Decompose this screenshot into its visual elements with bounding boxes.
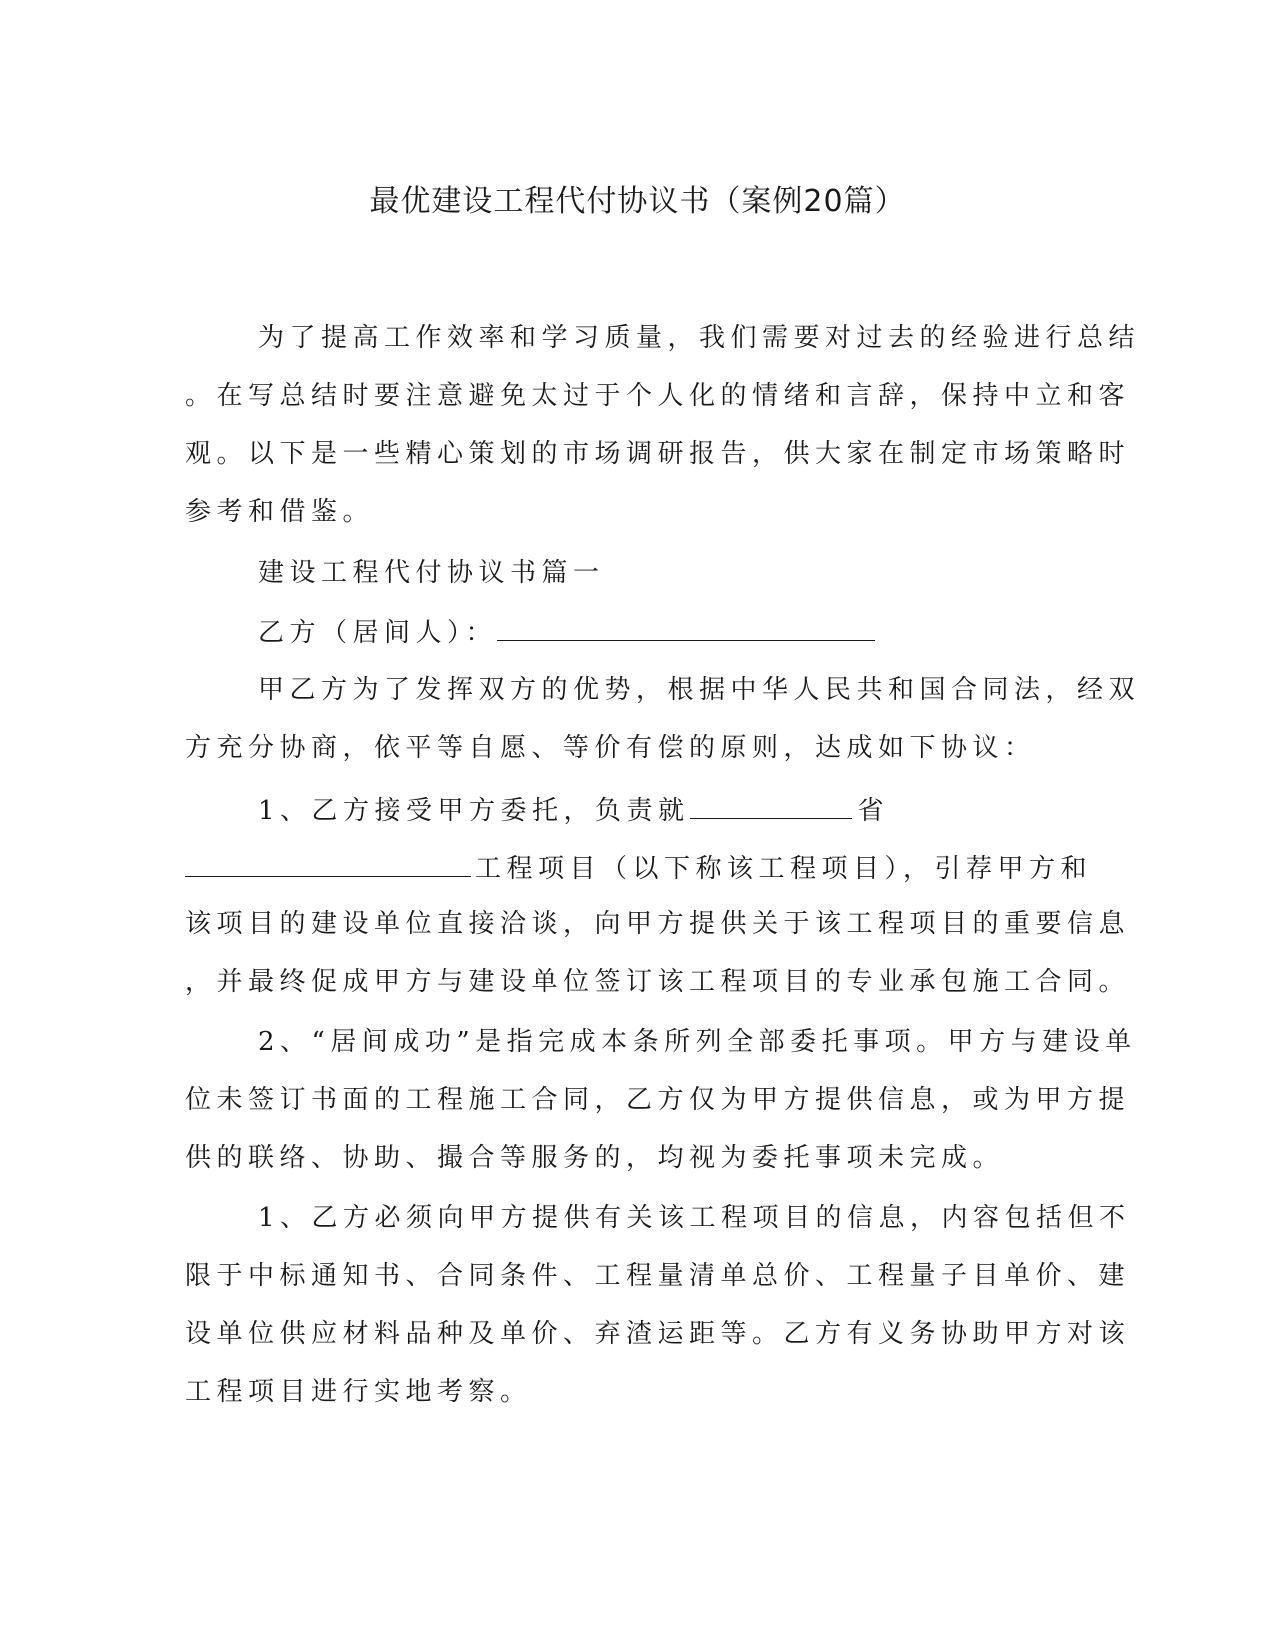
intro-line: 为了提高工作效率和学习质量，我们需要对过去的经验进行总结 <box>258 323 1141 353</box>
item1-line: 该项目的建设单位直接洽谈，向甲方提供关于该工程项目的重要信息 <box>185 909 1131 939</box>
para1-line: 甲乙方为了发挥双方的优势，根据中华人民共和国合同法，经双 <box>258 675 1141 705</box>
party-b-label: 乙方（居间人）： <box>258 618 498 648</box>
item3-line: 工程项目进行实地考察。 <box>185 1377 532 1407</box>
item2-line: 供的联络、协助、撮合等服务的，均视为委托事项未完成。 <box>185 1143 1005 1173</box>
item3-line: 1、乙方必须向甲方提供有关该工程项目的信息，内容包括但不 <box>258 1203 1131 1233</box>
item1-line: ，并最终促成甲方与建设单位签订该工程项目的专业承包施工合同。 <box>185 967 1131 997</box>
party-b-line <box>258 612 875 651</box>
intro-line: 。在写总结时要注意避免太过于个人化的情绪和言辞，保持中立和客 <box>185 381 1131 411</box>
item1-line <box>185 848 1092 887</box>
item3-line: 设单位供应材料品种及单价、弃渣运距等。乙方有义务协助甲方对该 <box>185 1319 1131 1349</box>
province-blank <box>690 790 852 819</box>
intro-line: 观。以下是一些精心策划的市场调研报告，供大家在制定市场策略时 <box>185 439 1131 469</box>
item1-line <box>258 790 889 829</box>
item3-line: 限于中标通知书、合同条件、工程量清单总价、工程量子目单价、建 <box>185 1261 1131 1291</box>
document-title: 最优建设工程代付协议书（案例20篇） <box>369 184 906 219</box>
project-suffix: 工程项目（以下称该工程项目），引荐甲方和 <box>475 854 1093 884</box>
item2-line: 2、“居间成功”是指完成本条所列全部委托事项。甲方与建设单 <box>258 1027 1137 1057</box>
party-b-blank <box>497 612 875 641</box>
para1-line: 方充分协商，依平等自愿、等价有偿的原则，达成如下协议： <box>185 733 1036 763</box>
section-heading: 建设工程代付协议书篇一 <box>258 558 605 588</box>
intro-line: 参考和借鉴。 <box>185 497 375 527</box>
province-suffix: 省 <box>857 796 890 826</box>
item1-prefix: 1、乙方接受甲方委托，负责就 <box>258 796 690 826</box>
project-blank <box>185 848 471 877</box>
item2-line: 位未签订书面的工程施工合同，乙方仅为甲方提供信息，或为甲方提 <box>185 1085 1131 1115</box>
